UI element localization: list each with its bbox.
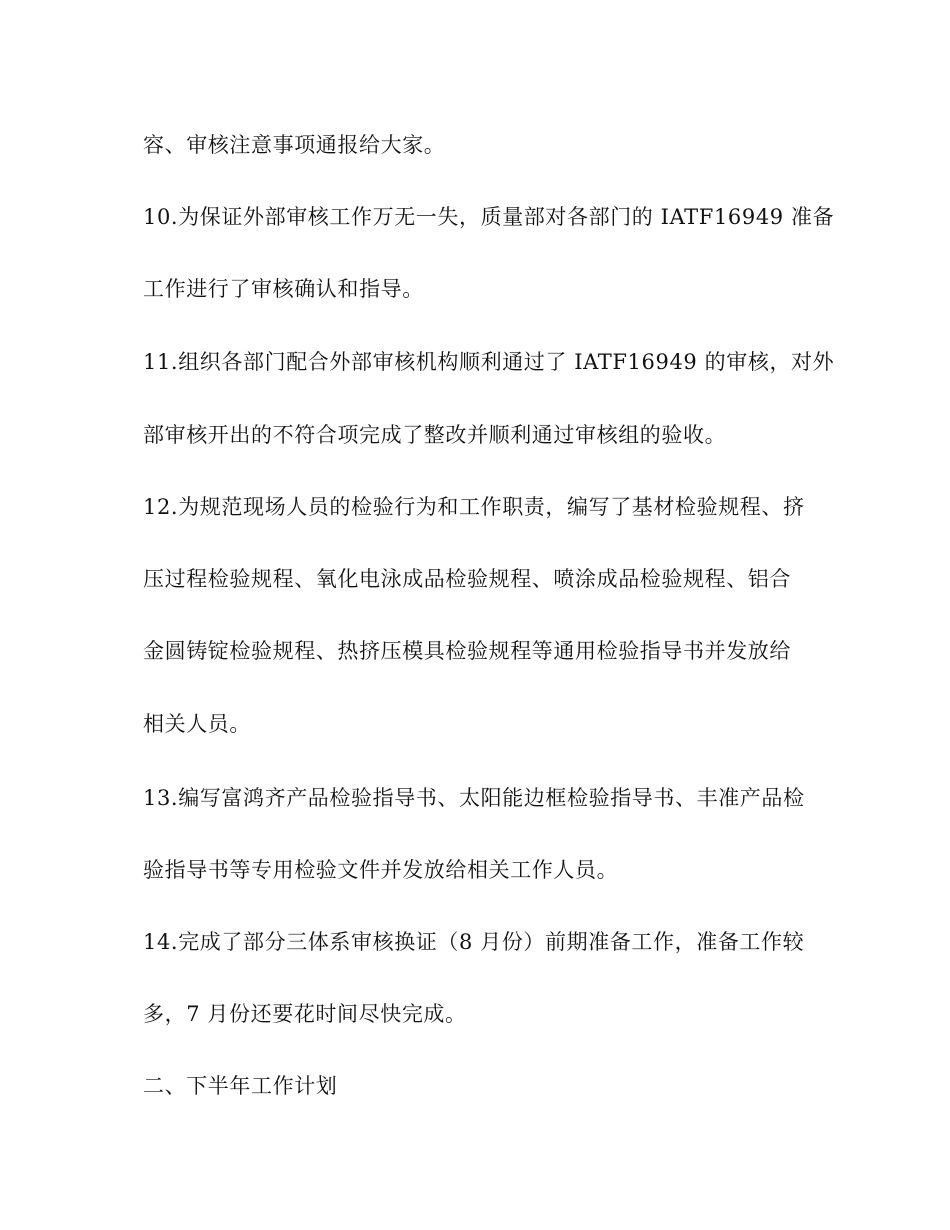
text-line: 10.为保证外部审核工作万无一失，质量部对各部门的 IATF16949 准备 — [143, 205, 835, 229]
text-line: 12.为规范现场人员的检验行为和工作职责，编写了基材检验规程、挤 — [143, 495, 805, 519]
text-line: 13.编写富鸿齐产品检验指导书、太阳能边框检验指导书、丰准产品检 — [143, 786, 805, 810]
text-line: 14.完成了部分三体系审核换证（8 月份）前期准备工作，准备工作较 — [143, 930, 805, 954]
text-line: 部审核开出的不符合项完成了整改并顺利通过审核组的验收。 — [143, 423, 727, 447]
text-line: 11.组织各部门配合外部审核机构顺利通过了 IATF16949 的审核，对外 — [143, 350, 835, 374]
text-line: 工作进行了审核确认和指导。 — [143, 277, 424, 301]
text-line: 容、审核注意事项通报给大家。 — [143, 133, 446, 157]
text-line: 相关人员。 — [143, 712, 251, 736]
text-line: 验指导书等专用检验文件并发放给相关工作人员。 — [143, 858, 619, 882]
text-line: 压过程检验规程、氧化电泳成品检验规程、喷涂成品检验规程、铝合 — [143, 567, 791, 591]
text-line: 金圆铸锭检验规程、热挤压模具检验规程等通用检验指导书并发放给 — [143, 639, 791, 663]
text-line: 多，7 月份还要花时间尽快完成。 — [143, 1002, 467, 1026]
section-heading: 二、下半年工作计划 — [143, 1074, 338, 1098]
